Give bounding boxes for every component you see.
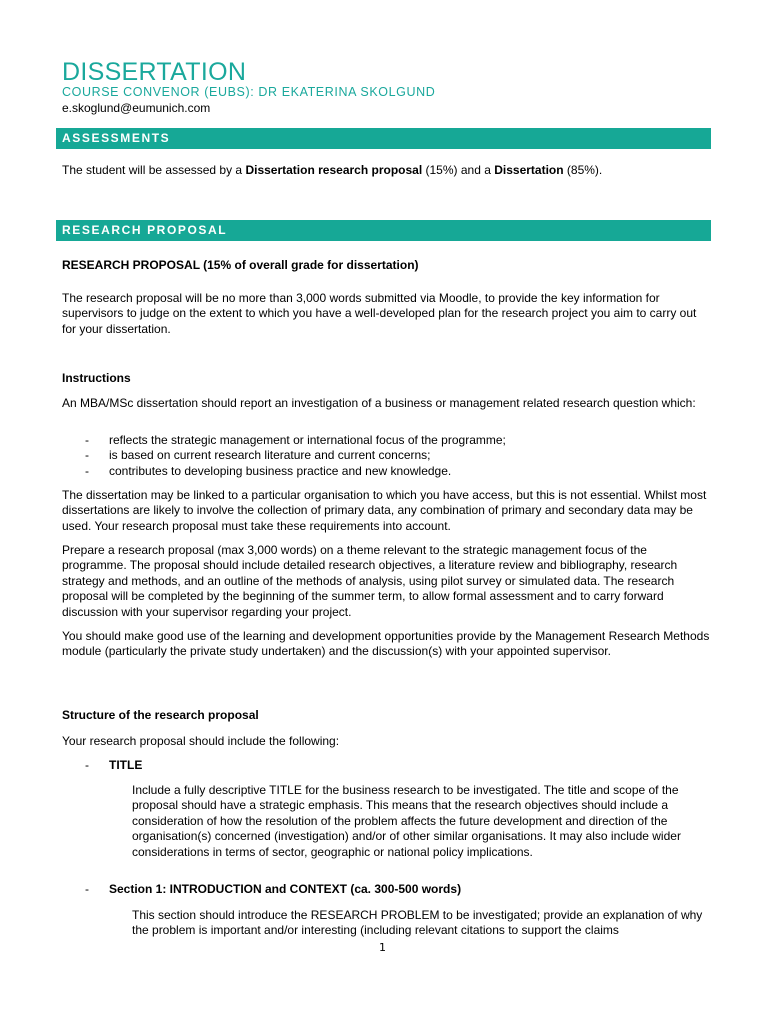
list-item: - contributes to developing business practice and new knowledge.: [85, 463, 452, 478]
list-item: - reflects the strategic management or international focus of the programme;: [85, 433, 506, 447]
instructions-text: An MBA/MSc dissertation should report an investigation of a business or management related research question which:: [62, 396, 696, 410]
research-proposal-subheading: RESEARCH PROPOSAL (15% of overall grade for dissertation): [62, 258, 419, 272]
section-band-research-proposal: RESEARCH PROPOSAL: [56, 220, 711, 241]
criteria-list: [85, 433, 705, 479]
section-band-assessments: ASSESSMENTS: [56, 128, 711, 149]
structure-intro: Your research proposal should include the following:: [62, 734, 340, 748]
convenor-email: e.skoglund@eumunich.com: [62, 101, 211, 115]
structure-item-introduction-text: This section should introduce the RESEARCH PROBLEM to be investigated; provide an explanation of why the problem is important and/or interesting (including relevant citations to support the claims: [132, 908, 703, 938]
document-title: DISSERTATION: [62, 58, 247, 86]
structure-heading: Structure of the research proposal: [62, 708, 259, 722]
assessments-text: The student will be assessed by a Dissertation research proposal (15%) and a Dissertation (85%).: [62, 163, 603, 177]
structure-item-title-heading: - TITLE: [85, 758, 143, 772]
structure-item-title-text: Include a fully descriptive TITLE for the business research to be investigated. The title and scope of the proposal should have a strategic emphasis. This means that the research objectives should include a consideration of how the resolution of the problem affects the future development and direction of the organisation(s) concerned (investigation) and/or of other similar organisations. It may also include wider considerations in terms of sector, geographic or national policy implications.: [132, 783, 681, 859]
para-linked-organisation: The dissertation may be linked to a particular organisation to which you have access, but this is not essential. Whilst most dissertations are likely to involve the collection of primary data, any combination of primary and secondary data may be used. Your research proposal must take these requirements into account.: [62, 488, 707, 533]
course-convenor: COURSE CONVENOR (EUBS): DR EKATERINA SKOLGUND: [62, 85, 436, 99]
para-use-opportunities: You should make good use of the learning and development opportunities provide by the Management Research Methods module (particularly the private study undertaken) and the discussion(s) with your appointed supervisor.: [62, 629, 710, 659]
structure-item-introduction-heading: - Section 1: INTRODUCTION and CONTEXT (ca. 300-500 words): [85, 882, 462, 896]
list-item: - is based on current research literature and current concerns;: [85, 448, 431, 463]
research-proposal-intro: The research proposal will be no more than 3,000 words submitted via Moodle, to provide the key information for supervisors to judge on the extent to which you have a well-developed plan for the research project you aim to carry out for your dissertation.: [62, 291, 697, 336]
instructions-heading: Instructions: [62, 371, 131, 385]
page-number: 1: [379, 941, 386, 954]
para-prepare-proposal: Prepare a research proposal (max 3,000 words) on a theme relevant to the strategic management focus of the programme. The proposal should include detailed research objectives, a literature review and bibliography, research strategy and methods, and an outline of the methods of analysis, using pilot survey or simulated data. The research proposal will be completed by the beginning of the summer term, to allow formal assessment and to carry forward discussion with your supervisor regarding your project.: [62, 543, 678, 619]
